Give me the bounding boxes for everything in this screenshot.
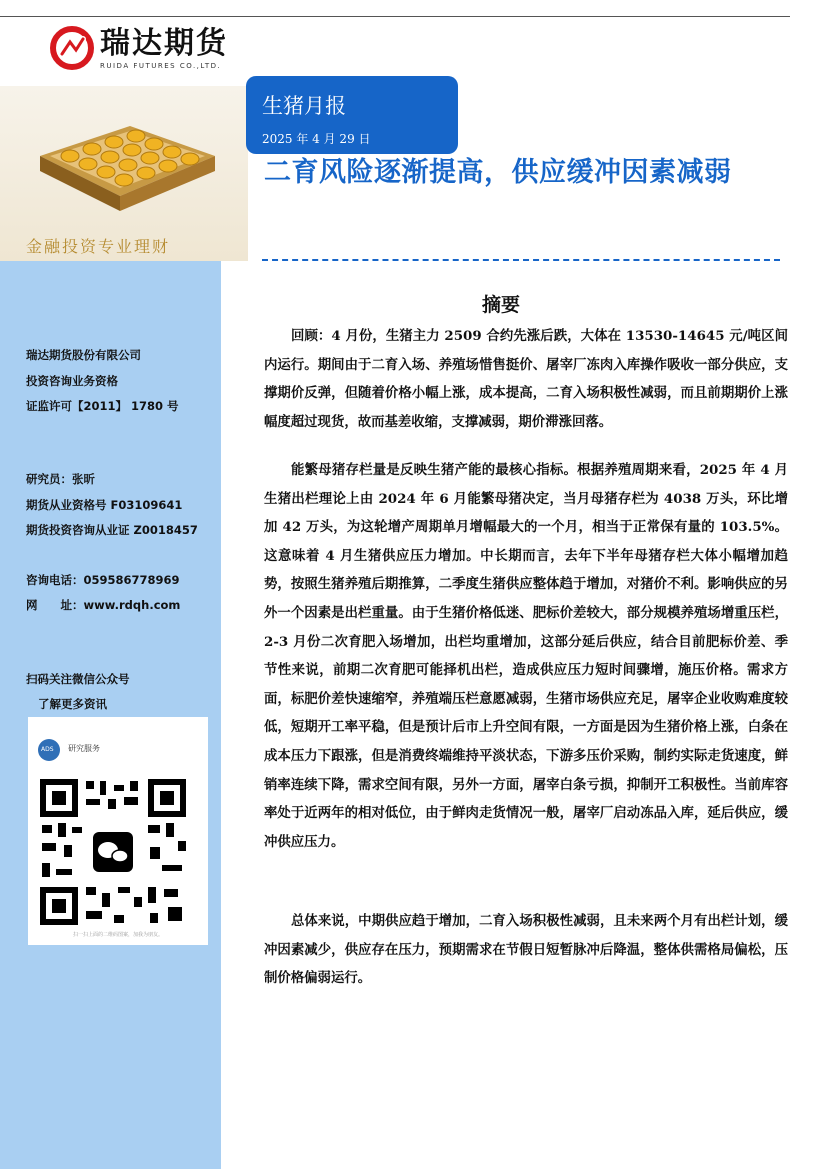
qr-account-name: 研究服务 [68, 744, 100, 753]
wechat-more: 了解更多资讯 [38, 697, 107, 711]
license-number: 证监许可【2011】 1780 号 [26, 399, 179, 413]
top-rule [0, 16, 790, 17]
report-date: 2025 年 4 月 29 日 [262, 132, 371, 146]
futures-cert: 期货从业资格号 F03109641 [26, 498, 183, 512]
dashed-divider [262, 259, 780, 261]
wechat-prompt: 扫码关注微信公众号 [26, 672, 130, 686]
hero-tagline: 金融投资专业理财 [26, 237, 171, 256]
qualification: 投资咨询业务资格 [26, 374, 118, 388]
logo-name-cn: 瑞达期货 [100, 25, 228, 61]
website: 网 址：www.rdqh.com [26, 598, 181, 612]
paragraph-conclusion: 总体来说，中期供应趋于增加，二育入场积极性减弱，且未来两个月有出栏计划，缓冲因素减少，供应存在压力，预期需求在节假日短暂脉冲后降温，整体供需格局偏松，压制价格偏弱运行。 [264, 913, 788, 987]
company-name: 瑞达期货股份有限公司 [26, 348, 141, 362]
summary-title: 摘要 [482, 294, 521, 316]
paragraph-review: 回顾：4 月份，生猪主力 2509 合约先涨后跌，大体在 13530-14645 元/吨区间内运行。期间由于二育入场、养殖场惜售挺价、屠宰厂冻肉入库操作吸收一部分供应，支撑期价反弹，但随着价格小幅上涨，成本提高，二育入场积极性减弱，而且前期期价上涨幅度超过现货，故而基差收缩，支撑减弱，期价滞涨回落。 [264, 328, 788, 430]
report-type: 生猪月报 [262, 94, 346, 118]
report-headline: 二育风险逐渐提高，供应缓冲因素减弱 [264, 157, 732, 188]
qr-hint: 扫一扫上面的二维码图案，加我为朋友。 [72, 932, 163, 938]
researcher: 研究员：张昕 [26, 472, 95, 486]
paragraph-analysis: 能繁母猪存栏量是反映生猪产能的最核心指标。根据养殖周期来看，2025 年 4 月生猪出栏理论上由 2024 年 6 月能繁母猪决定，当月母猪存栏为 4038 万头，环比增加 42 万头，为这轮增产周期单月增幅最大的一个月，相当于正常保有量的 103.5%。这意味着 4 月生猪供应压力增加。中长期而言，去年下半年母猪存栏大体小幅增加趋势，按照生猪养殖后期推算，二季度生猪供应整体趋于增加，对猪价不利。影响供应的另外一个因素是出栏重量。由于生猪价格低迷、肥标价差较大，部分规模养殖场增重压栏，2-3 月份二次育肥入场增加，出栏均重增加，这部分延后供应，结合目前肥标价差、季节性来说，前期二次育肥可能择机出栏，造成供应压力短时间骤增，施压价格。需求方面，标肥价差快速缩窄，养殖端压栏意愿减弱，生猪市场供应充足，屠宰企业收购难度较低，短期开工率平稳，但是预计后市上升空间有限，一方面是因为生猪价格上涨，白条在成本压力下跟涨，但是消费终端维持平淡状态，下游多压价采购，制约实际走货速度，鲜销率连续下降，需求空间有限，另外一方面，屠宰白条亏损，抑制开工积极性。当前库容率处于近两年的相对低位，由于鲜肉走货情况一般，屠宰厂启动冻品入库，延后供应，缓冲供应压力。 [264, 462, 788, 850]
advisory-cert: 期货投资咨询从业证 Z0018457 [26, 523, 198, 537]
report-banner [246, 76, 458, 154]
qr-code-icon[interactable] [38, 777, 188, 927]
qr-card [28, 717, 208, 945]
logo-name-en: RUIDA FUTURES CO.,LTD. [100, 61, 222, 70]
qr-avatar [38, 739, 60, 761]
qr-avatar-text: ADS [41, 746, 54, 753]
ruida-logo-icon [50, 26, 94, 70]
contact-phone: 咨询电话：059586778969 [26, 573, 180, 587]
company-logo [50, 26, 228, 70]
